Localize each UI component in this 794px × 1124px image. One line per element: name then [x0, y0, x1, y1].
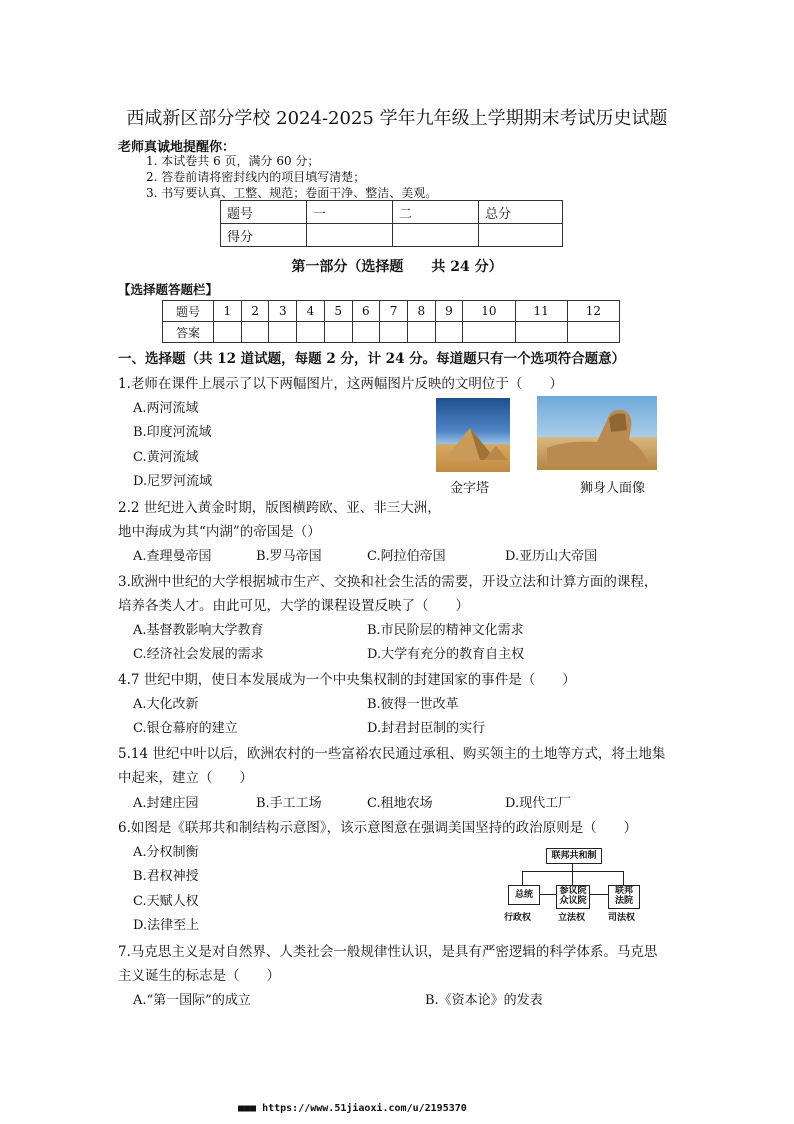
reminder-item: 1. 本试卷共 6 页，满分 60 分； [146, 154, 320, 168]
score-header: 题号 [221, 201, 307, 224]
answer-bar-heading: 【选择题答题栏】 [118, 282, 219, 297]
diagram-top-box: 联邦共和制 [546, 848, 602, 864]
question-stem: 培养各类人才。由此可见，大学的课程设置反映了（ ） [118, 598, 469, 614]
option[interactable]: B.罗马帝国 [256, 549, 322, 564]
option[interactable]: D.亚历山大帝国 [505, 549, 598, 564]
answer-num: 9 [435, 301, 463, 322]
score-label: 得分 [221, 224, 307, 247]
diagram-label: 行政权 [504, 913, 532, 923]
option[interactable]: A.查理曼帝国 [133, 549, 212, 564]
answer-cell[interactable] [352, 322, 380, 343]
option[interactable]: C.黄河流域 [133, 450, 199, 465]
option[interactable]: B.君权神授 [133, 869, 199, 884]
question-stem: 中起来，建立（ ） [118, 770, 253, 786]
answer-cell[interactable] [269, 322, 297, 343]
answer-table [162, 300, 620, 343]
option[interactable]: A.两河流域 [133, 401, 199, 416]
option[interactable]: D.现代工厂 [505, 796, 572, 811]
answer-num: 2 [241, 301, 269, 322]
score-header: 总分 [479, 201, 563, 224]
option[interactable]: D.大学有充分的教育自主权 [367, 647, 525, 662]
footer-url[interactable]: ■■■ https://www.51jiaoxi.com/u/2195370 [238, 1103, 467, 1114]
option[interactable]: A.封建庄园 [133, 796, 199, 811]
option[interactable]: A.大化改新 [133, 697, 199, 712]
answer-cell[interactable] [241, 322, 269, 343]
reminder-item: 2. 答卷前请将密封线内的项目填写清楚； [146, 170, 366, 184]
image-caption: 狮身人面像 [580, 481, 646, 496]
answer-cell[interactable] [463, 322, 515, 343]
score-table [220, 200, 563, 247]
reminder-item: 3. 书写要认真、工整、规范；卷面干净、整洁、美观。 [146, 186, 438, 200]
diagram-label: 立法权 [558, 913, 586, 923]
diagram-box: 参议院 众议院 [556, 885, 590, 909]
question-stem: 1.老师在课件上展示了以下两幅图片，这两幅图片反映的文明位于（ ） [118, 376, 563, 392]
option[interactable]: B.《资本论》的发表 [425, 993, 543, 1008]
part-title: 第一部分（选择题 共 24 分） [291, 259, 503, 275]
score-header: 二 [393, 201, 479, 224]
question-stem: 6.如图是《联邦共和制结构示意图》，该示意图意在强调美国坚持的政治原则是（ ） [118, 820, 638, 836]
question-stem: 3.欧洲中世纪的大学根据城市生产、交换和社会生活的需要，开设立法和计算方面的课程， [118, 574, 658, 590]
answer-num: 4 [297, 301, 325, 322]
answer-cell[interactable] [214, 322, 242, 343]
option[interactable]: B.手工工场 [256, 796, 322, 811]
answer-num: 10 [463, 301, 515, 322]
answer-cell[interactable] [515, 322, 567, 343]
answer-cell[interactable] [380, 322, 408, 343]
answer-label: 答案 [163, 322, 214, 343]
answer-cell[interactable] [435, 322, 463, 343]
answer-cell[interactable] [407, 322, 435, 343]
answer-num: 7 [380, 301, 408, 322]
option[interactable]: B.印度河流域 [133, 425, 212, 440]
option[interactable]: A.基督教影响大学教育 [133, 623, 264, 638]
score-cell[interactable] [393, 224, 479, 247]
option[interactable]: D.尼罗河流域 [133, 474, 213, 489]
pyramid-image [436, 398, 510, 472]
diagram-box: 联邦 法院 [608, 885, 640, 909]
option[interactable]: C.租地农场 [367, 796, 433, 811]
section-title: 一、选择题（共 12 道试题，每题 2 分，计 24 分。每道题只有一个选项符合题意） [118, 351, 626, 367]
question-stem: 地中海成为其“内湖”的帝国是（） [118, 524, 321, 540]
question-stem: 主义诞生的标志是（ ） [118, 968, 280, 984]
answer-cell[interactable] [567, 322, 619, 343]
sphinx-image [537, 396, 657, 470]
option[interactable]: B.彼得一世改革 [367, 697, 459, 712]
diagram-label: 司法权 [608, 913, 636, 923]
score-cell[interactable] [307, 224, 393, 247]
option[interactable]: C.银仓幕府的建立 [133, 721, 238, 736]
answer-num: 11 [515, 301, 567, 322]
answer-num: 3 [269, 301, 297, 322]
answer-num: 8 [407, 301, 435, 322]
federal-structure-diagram [500, 848, 644, 924]
answer-header: 题号 [163, 301, 214, 322]
answer-num: 1 [214, 301, 242, 322]
option[interactable]: C.阿拉伯帝国 [367, 549, 446, 564]
score-cell[interactable] [479, 224, 563, 247]
diagram-box: 总统 [508, 885, 540, 905]
option[interactable]: C.天赋人权 [133, 894, 199, 909]
question-stem: 4.7 世纪中期，使日本发展成为一个中央集权制的封建国家的事件是（ ） [118, 672, 576, 688]
option[interactable]: B.市民阶层的精神文化需求 [367, 623, 524, 638]
question-stem: 5.14 世纪中叶以后，欧洲农村的一些富裕农民通过承租、购买领主的土地等方式，将土地集 [118, 746, 666, 762]
exam-title: 西咸新区部分学校 2024-2025 学年九年级上学期期末考试历史试题 [126, 108, 668, 129]
answer-num: 5 [324, 301, 352, 322]
question-stem: 2.2 世纪进入黄金时期，版图横跨欧、亚、非三大洲， [118, 500, 441, 516]
reminder-heading: 老师真诚地提醒你： [118, 140, 236, 155]
option[interactable]: A.分权制衡 [133, 845, 199, 860]
option[interactable]: C.经济社会发展的需求 [133, 647, 264, 662]
option[interactable]: D.法律至上 [133, 918, 200, 933]
answer-num: 12 [567, 301, 619, 322]
answer-cell[interactable] [324, 322, 352, 343]
answer-num: 6 [352, 301, 380, 322]
question-stem: 7.马克思主义是对自然界、人类社会一般规律性认识，是具有严密逻辑的科学体系。马克思 [118, 944, 658, 960]
option[interactable]: D.封君封臣制的实行 [367, 721, 486, 736]
score-header: 一 [307, 201, 393, 224]
answer-cell[interactable] [297, 322, 325, 343]
image-caption: 金字塔 [450, 481, 490, 496]
option[interactable]: A.“第一国际”的成立 [133, 993, 251, 1008]
